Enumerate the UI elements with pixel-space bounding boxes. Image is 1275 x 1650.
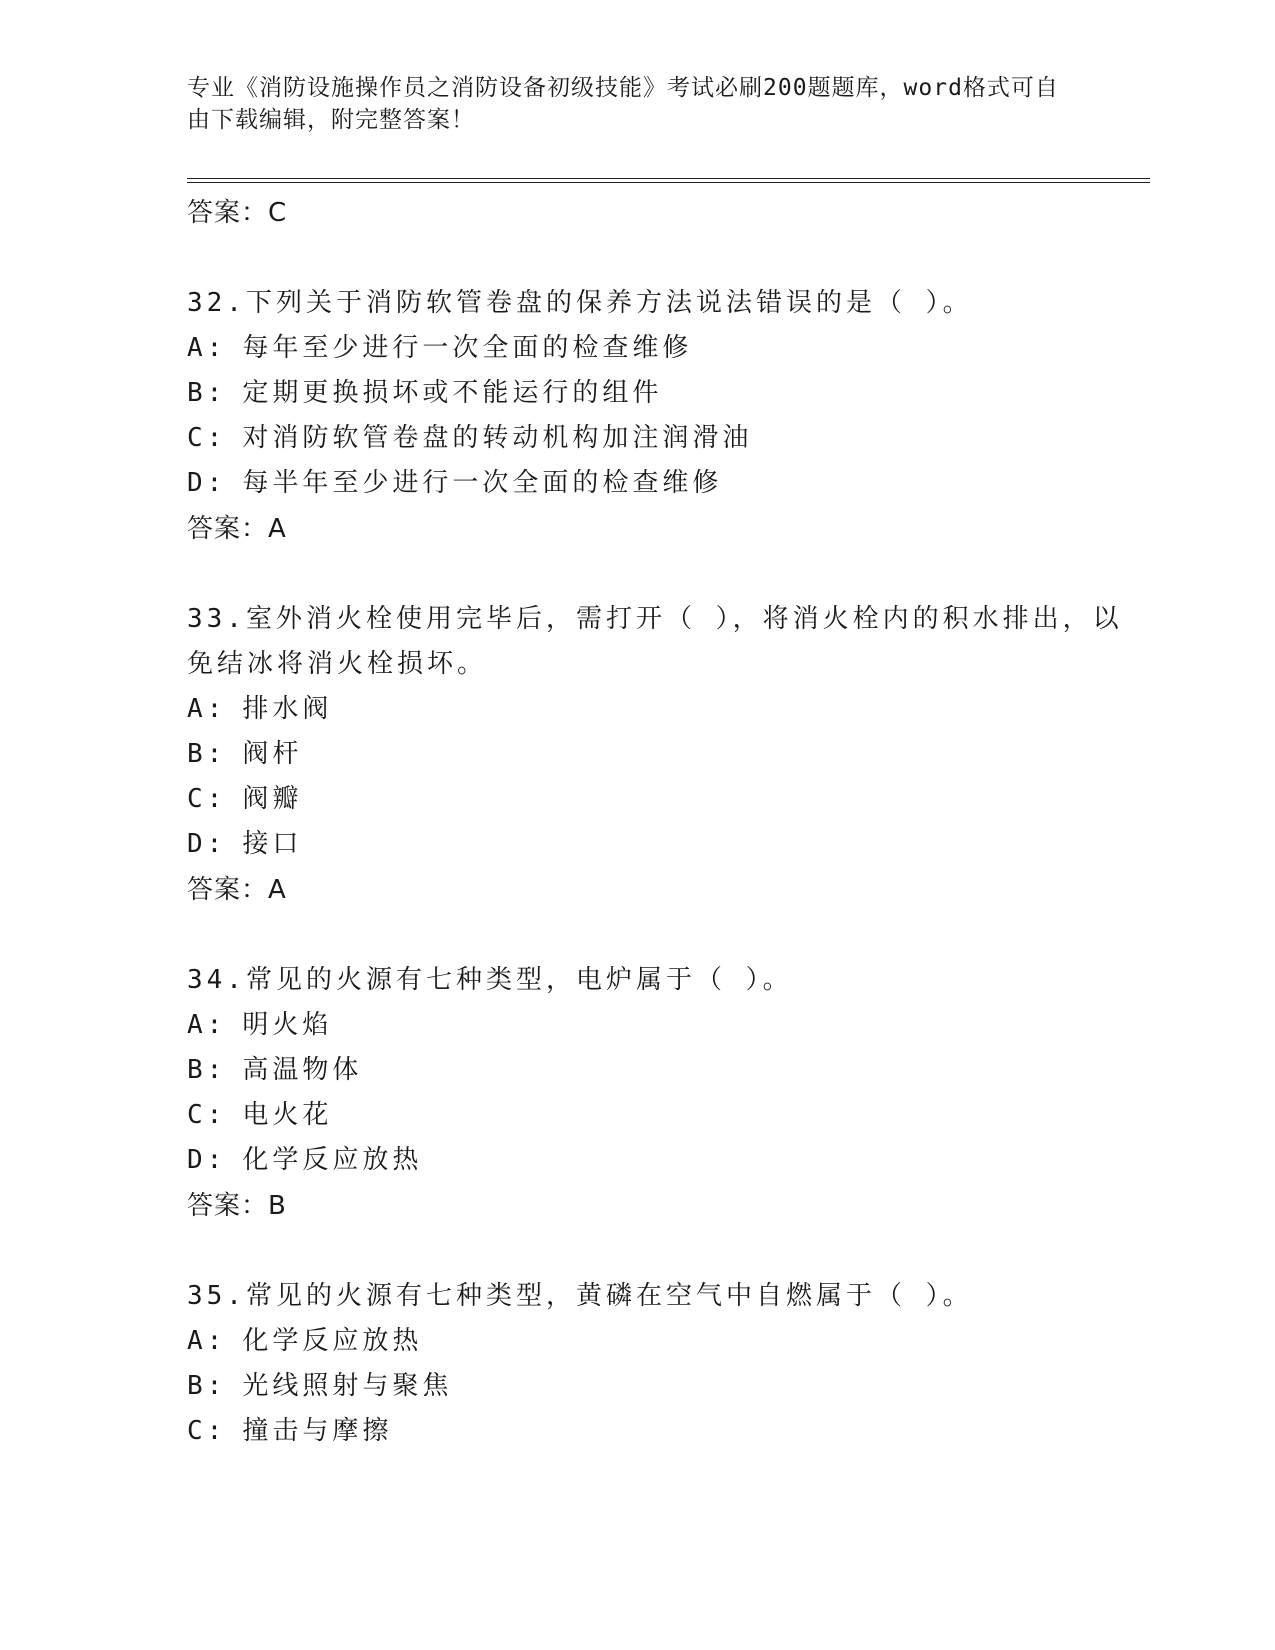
- option-text: 对消防软管卷盘的转动机构加注润滑油: [242, 423, 753, 453]
- option-text: 阀杆: [242, 739, 303, 769]
- option-text: 阀瓣: [242, 784, 303, 814]
- option-key: C:: [187, 1416, 227, 1446]
- answer-line: 答案：B: [187, 1191, 287, 1221]
- option-a: [187, 1003, 1147, 1048]
- option-key: A:: [187, 333, 227, 363]
- option-text: 接口: [242, 829, 303, 859]
- question-block: [187, 958, 1147, 1229]
- question-spacer: [187, 552, 1147, 597]
- option-text: 电火花: [242, 1100, 333, 1130]
- option-key: C:: [187, 1100, 227, 1130]
- option-text: 每半年至少进行一次全面的检查维修: [242, 468, 723, 498]
- option-text: 明火焰: [242, 1010, 333, 1040]
- option-d: [187, 822, 1147, 867]
- answer-line: 答案：A: [187, 875, 287, 905]
- question-block: [187, 597, 1147, 913]
- question-stem: 34.常见的火源有七种类型，电炉属于（ ）。: [187, 965, 793, 995]
- question-block: [187, 281, 1147, 552]
- option-text: 排水阀: [242, 694, 333, 724]
- question-block: [187, 1274, 1147, 1454]
- option-key: B:: [187, 1055, 227, 1085]
- option-key: A:: [187, 694, 227, 724]
- question-stem: 33.室外消火栓使用完毕后，需打开（ ），将消火栓内的积水排出，以免结冰将消火栓损坏。: [187, 604, 1123, 679]
- option-text: 高温物体: [242, 1055, 363, 1085]
- option-text: 撞击与摩擦: [242, 1416, 393, 1446]
- option-key: A:: [187, 1326, 227, 1356]
- option-key: C:: [187, 423, 227, 453]
- option-a: [187, 1319, 1147, 1364]
- option-key: D:: [187, 829, 227, 859]
- option-key: A:: [187, 1010, 227, 1040]
- option-key: B:: [187, 739, 227, 769]
- option-key: D:: [187, 468, 227, 498]
- option-key: B:: [187, 378, 227, 408]
- option-c: [187, 1409, 1147, 1454]
- header-divider: [187, 178, 1150, 179]
- option-b: [187, 1364, 1147, 1409]
- option-text: 光线照射与聚焦: [242, 1371, 453, 1401]
- option-key: D:: [187, 1145, 227, 1175]
- question-content: [187, 190, 1147, 1454]
- option-text: 化学反应放热: [242, 1326, 423, 1356]
- option-text: 化学反应放热: [242, 1145, 423, 1175]
- answer-line: 答案：A: [187, 514, 287, 544]
- option-key: B:: [187, 1371, 227, 1401]
- question-spacer: [187, 1229, 1147, 1274]
- header-divider-secondary: [187, 182, 1150, 183]
- option-d: [187, 461, 1147, 506]
- question-spacer: [187, 913, 1147, 958]
- option-b: [187, 371, 1147, 416]
- option-c: [187, 416, 1147, 461]
- option-a: [187, 687, 1147, 732]
- question-stem: 35.常见的火源有七种类型，黄磷在空气中自燃属于（ ）。: [187, 1281, 973, 1311]
- option-a: [187, 326, 1147, 371]
- option-d: [187, 1138, 1147, 1183]
- option-text: 定期更换损坏或不能运行的组件: [242, 378, 663, 408]
- question-spacer: [187, 236, 1147, 281]
- option-b: [187, 1048, 1147, 1093]
- option-c: [187, 1093, 1147, 1138]
- answer-line: 答案：C: [187, 198, 288, 228]
- document-header: 专业《消防设施操作员之消防设备初级技能》考试必刷200题题库，word格式可自由下载编辑，附完整答案！: [187, 75, 1059, 133]
- option-c: [187, 777, 1147, 822]
- option-text: 每年至少进行一次全面的检查维修: [242, 333, 693, 363]
- option-b: [187, 732, 1147, 777]
- question-stem: 32.下列关于消防软管卷盘的保养方法说法错误的是（ ）。: [187, 288, 973, 318]
- option-key: C:: [187, 784, 227, 814]
